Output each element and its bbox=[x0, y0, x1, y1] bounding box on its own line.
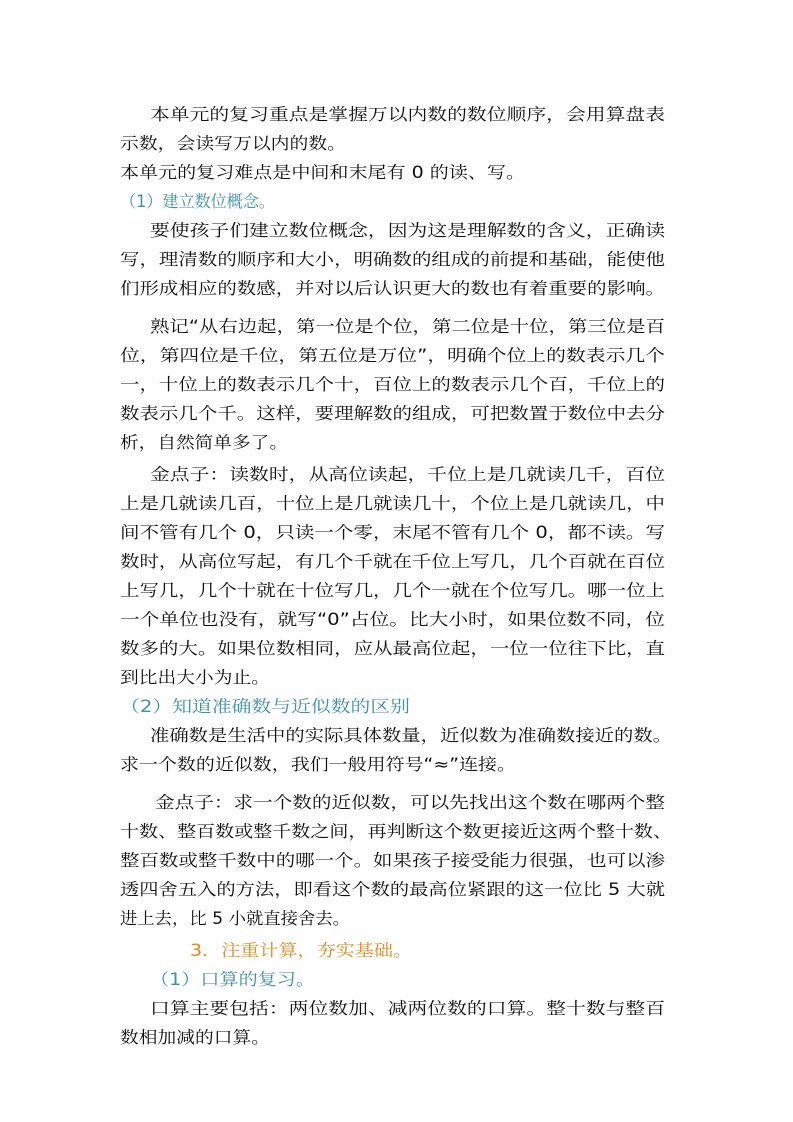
text-line: 们形成相应的数感，并对以后认识更大的数也有着重要的影响。 bbox=[120, 279, 665, 298]
text-line: 间不管有几个 0，只读一个零，末尾不管有几个 0，都不读。写 bbox=[120, 523, 665, 542]
text-line: 数时，从高位写起，有几个千就在千位上写几，几个百就在百位 bbox=[120, 552, 665, 571]
text-line: 金点子：求一个数的近似数，可以先找出这个数在哪两个整 bbox=[155, 793, 665, 812]
text-line: 口算主要包括：两位数加、减两位数的口算。整十数与整百 bbox=[150, 999, 665, 1018]
text-line: 示数，会读写万以内的数。 bbox=[120, 134, 346, 153]
section-heading: （2）知道准确数与近似数的区别 bbox=[120, 697, 410, 716]
text-line: 位，第四位是千位，第五位是万位”，明确个位上的数表示几个 bbox=[120, 346, 665, 365]
text-line: 数多的大。如果位数相同，应从最高位起，一位一位往下比，直 bbox=[120, 639, 665, 658]
text-line: 上是几就读几百，十位上是几就读几十，个位上是几就读几，中 bbox=[120, 494, 665, 513]
text-line: 本单元的复习难点是中间和末尾有 0 的读、写。 bbox=[120, 163, 525, 182]
text-line: 析，自然简单多了。 bbox=[120, 433, 288, 452]
text-line: 到比出大小为止。 bbox=[120, 668, 270, 687]
text-line: 求一个数的近似数，我们一般用符号“≈”连接。 bbox=[120, 755, 516, 774]
text-line: 金点子：读数时，从高位读起，千位上是几就读几千，百位 bbox=[150, 465, 665, 484]
text-line: 透四舍五入的方法，即看这个数的最高位紧跟的这一位比 5 大就 bbox=[120, 880, 665, 899]
text-line: 写，理清数的顺序和大小，明确数的组成的前提和基础，能使他 bbox=[120, 250, 665, 269]
text-line: 一，十位上的数表示几个十，百位上的数表示几个百，千位上的 bbox=[120, 375, 665, 394]
section-heading: （1）建立数位概念。 bbox=[120, 192, 275, 211]
text-line: 上写几，几个十就在十位写几，几个一就在个位写几。哪一位上 bbox=[120, 581, 665, 600]
section-heading: （1）口算的复习。 bbox=[150, 970, 315, 989]
text-line: 进上去，比 5 小就直接舍去。 bbox=[120, 909, 350, 928]
text-line: 整百数或整千数中的哪一个。如果孩子接受能力很强，也可以渗 bbox=[120, 851, 665, 870]
text-line: 数表示几个千。这样，要理解数的组成，可把数置于数位中去分 bbox=[120, 404, 665, 423]
text-line: 数相加减的口算。 bbox=[120, 1028, 270, 1047]
text-line: 本单元的复习重点是掌握万以内数的数位顺序，会用算盘表 bbox=[150, 105, 665, 124]
text-line: 十数、整百数或整千数之间，再判断这个数更接近这两个整十数、 bbox=[120, 822, 672, 841]
text-line: 要使孩子们建立数位概念，因为这是理解数的含义，正确读 bbox=[150, 221, 665, 240]
text-line: 准确数是生活中的实际具体数量，近似数为准确数接近的数。 bbox=[150, 726, 672, 745]
section-heading: 3．注重计算，夯实基础。 bbox=[190, 941, 412, 960]
text-line: 熟记“从右边起，第一位是个位，第二位是十位，第三位是百 bbox=[150, 317, 665, 336]
text-line: 一个单位也没有，就写“0”占位。比大小时，如果位数不同，位 bbox=[120, 610, 665, 629]
